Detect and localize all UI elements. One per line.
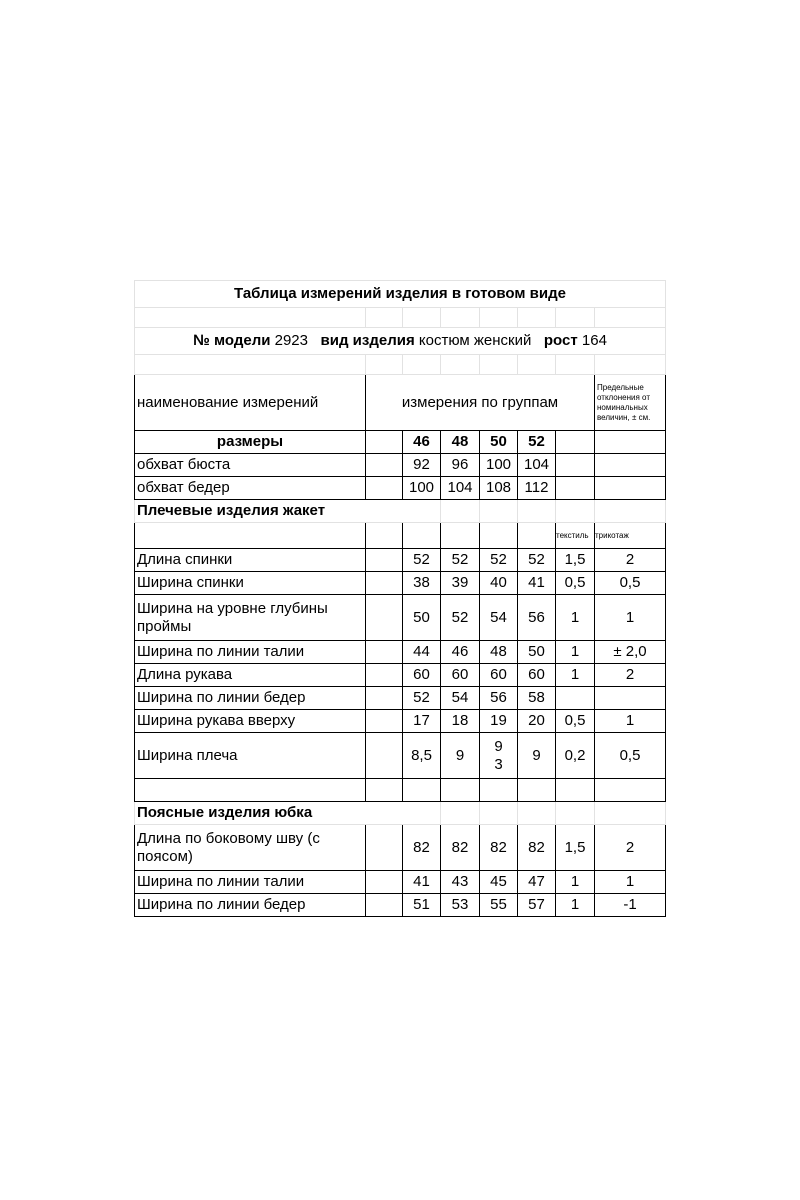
size-52: 52 xyxy=(518,431,556,454)
row-value: 58 xyxy=(518,687,556,710)
size-50: 50 xyxy=(480,431,518,454)
row-value: 45 xyxy=(480,871,518,894)
row-name: Ширина по линии талии xyxy=(135,871,366,894)
row-name: Ширина на уровне глубины проймы xyxy=(135,595,366,641)
row-value: 46 xyxy=(441,641,480,664)
row-value: 41 xyxy=(518,572,556,595)
row-knit: 1 xyxy=(595,871,666,894)
row-value: 43 xyxy=(441,871,480,894)
row-value: 57 xyxy=(518,894,556,917)
row-textile: 1 xyxy=(556,871,595,894)
jacket-section-title: Плечевые изделия жакет xyxy=(135,500,441,523)
row-value: 17 xyxy=(403,710,441,733)
row-name: обхват бюста xyxy=(135,454,366,477)
row-value: 60 xyxy=(441,664,480,687)
row-value: 52 xyxy=(403,549,441,572)
skirt-section-title: Поясные изделия юбка xyxy=(135,802,441,825)
row-value: 50 xyxy=(403,595,441,641)
model-value: 2923 xyxy=(274,332,308,349)
row-value: 52 xyxy=(441,595,480,641)
table-title: Таблица измерений изделия в готовом виде xyxy=(135,281,666,308)
row-value: 56 xyxy=(518,595,556,641)
row-name: обхват бедер xyxy=(135,477,366,500)
model-label: № модели xyxy=(193,332,271,349)
row-value: 52 xyxy=(480,549,518,572)
row-textile: 1 xyxy=(556,595,595,641)
row-value: 51 xyxy=(403,894,441,917)
row-value: 38 xyxy=(403,572,441,595)
row-name: Ширина по линии талии xyxy=(135,641,366,664)
type-label: вид изделия xyxy=(320,332,415,349)
row-name: Ширина спинки xyxy=(135,572,366,595)
row-value: 60 xyxy=(403,664,441,687)
row-textile: 1,5 xyxy=(556,825,595,871)
row-knit: 2 xyxy=(595,549,666,572)
row-textile: 1,5 xyxy=(556,549,595,572)
row-value: 54 xyxy=(480,595,518,641)
row-value: 82 xyxy=(403,825,441,871)
row-name: Ширина плеча xyxy=(135,733,366,779)
row-name: Длина спинки xyxy=(135,549,366,572)
row-value: 104 xyxy=(441,477,480,500)
header-groups: измерения по группам xyxy=(366,375,595,431)
row-name: Длина рукава xyxy=(135,664,366,687)
row-name: Ширина рукава вверху xyxy=(135,710,366,733)
row-value: 100 xyxy=(480,454,518,477)
row-textile: 0,2 xyxy=(556,733,595,779)
header-name: наименование измерений xyxy=(135,375,366,431)
row-name: Ширина по линии бедер xyxy=(135,687,366,710)
row-name: Длина по боковому шву (с поясом) xyxy=(135,825,366,871)
row-value: 92 xyxy=(403,454,441,477)
row-value: 41 xyxy=(403,871,441,894)
row-textile: 0,5 xyxy=(556,710,595,733)
row-value: 48 xyxy=(480,641,518,664)
row-value: 47 xyxy=(518,871,556,894)
row-value: 96 xyxy=(441,454,480,477)
row-knit: ± 2,0 xyxy=(595,641,666,664)
row-value: 56 xyxy=(480,687,518,710)
col-knit-label: трикотаж xyxy=(595,523,666,549)
row-value: 52 xyxy=(441,549,480,572)
row-value: 60 xyxy=(480,664,518,687)
header-tolerance: Предельные отклонения от номинальных величин, ± см. xyxy=(595,375,666,431)
row-value: 108 xyxy=(480,477,518,500)
row-value: 20 xyxy=(518,710,556,733)
row-value: 9 xyxy=(518,733,556,779)
row-textile: 1 xyxy=(556,894,595,917)
row-name: Ширина по линии бедер xyxy=(135,894,366,917)
row-textile xyxy=(556,687,595,710)
row-knit: 1 xyxy=(595,710,666,733)
row-knit xyxy=(595,687,666,710)
row-knit: 0,5 xyxy=(595,733,666,779)
height-value: 164 xyxy=(581,332,607,349)
sizes-label: размеры xyxy=(135,431,366,454)
row-value: 18 xyxy=(441,710,480,733)
measurement-table xyxy=(134,280,666,917)
row-value: 60 xyxy=(518,664,556,687)
row-textile: 0,5 xyxy=(556,572,595,595)
row-value: 19 xyxy=(480,710,518,733)
row-knit: 1 xyxy=(595,595,666,641)
row-value: 52 xyxy=(518,549,556,572)
height-label: рост xyxy=(543,332,578,349)
row-knit: -1 xyxy=(595,894,666,917)
row-value: 54 xyxy=(441,687,480,710)
row-value: 52 xyxy=(403,687,441,710)
row-value: 50 xyxy=(518,641,556,664)
size-48: 48 xyxy=(441,431,480,454)
row-value: 44 xyxy=(403,641,441,664)
row-value: 112 xyxy=(518,477,556,500)
row-knit: 2 xyxy=(595,825,666,871)
row-value: 55 xyxy=(480,894,518,917)
row-value: 39 xyxy=(441,572,480,595)
row-value: 8,5 xyxy=(403,733,441,779)
row-textile: 1 xyxy=(556,664,595,687)
row-value: 40 xyxy=(480,572,518,595)
row-knit: 0,5 xyxy=(595,572,666,595)
model-info xyxy=(135,328,666,355)
row-value: 82 xyxy=(480,825,518,871)
row-value: 104 xyxy=(518,454,556,477)
type-value: костюм женский xyxy=(418,332,532,349)
row-value: 82 xyxy=(518,825,556,871)
row-knit: 2 xyxy=(595,664,666,687)
row-textile: 1 xyxy=(556,641,595,664)
col-textile-label: текстиль xyxy=(556,523,595,549)
row-value: 82 xyxy=(441,825,480,871)
row-value: 9 3 xyxy=(480,733,518,779)
size-46: 46 xyxy=(403,431,441,454)
row-value: 53 xyxy=(441,894,480,917)
row-value: 100 xyxy=(403,477,441,500)
row-value: 9 xyxy=(441,733,480,779)
